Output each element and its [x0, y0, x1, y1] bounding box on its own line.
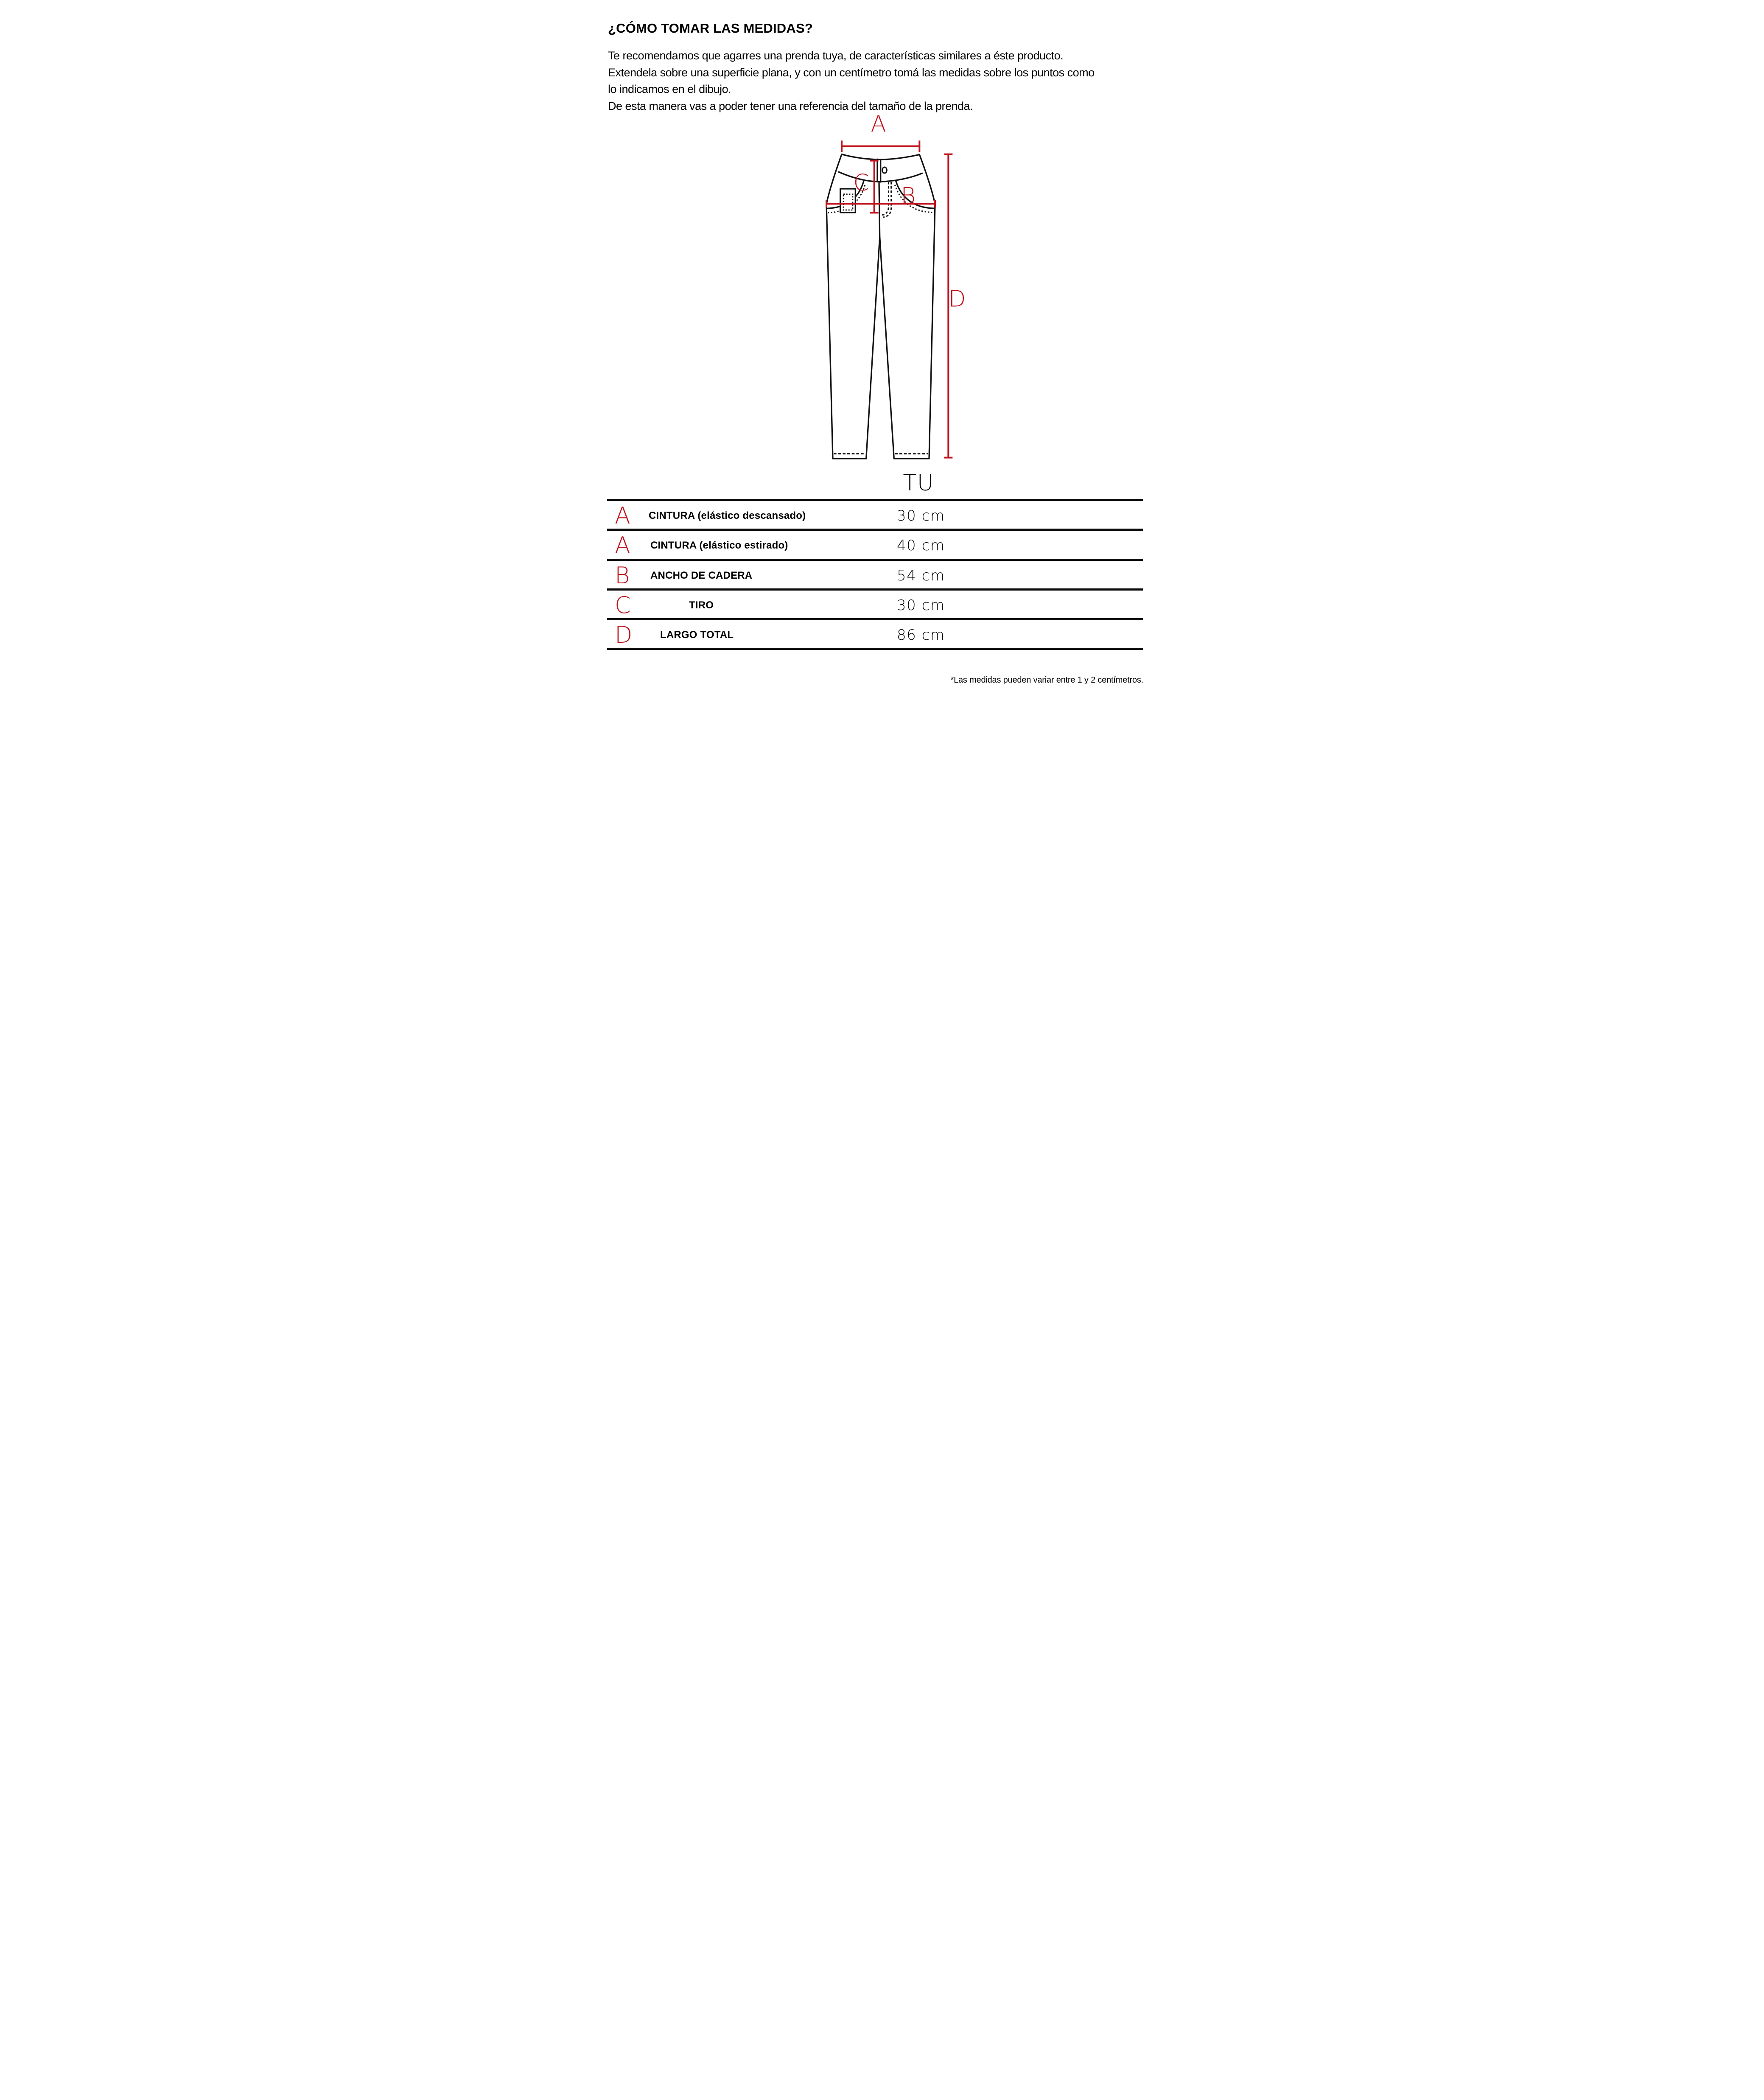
size-guide-page — [588, 0, 1176, 700]
row-letter: A — [615, 532, 630, 559]
row-letter: A — [615, 502, 630, 529]
measurement-disclaimer: *Las medidas pueden variar entre 1 y 2 centímetros. — [950, 675, 1143, 685]
coin-pocket-icon — [840, 189, 856, 213]
table-row — [607, 559, 1143, 588]
measure-label-c: C — [853, 169, 869, 196]
table-row — [607, 588, 1143, 618]
row-label: CINTURA (elástico descansado) — [649, 510, 806, 521]
measure-label-a: A — [871, 110, 886, 137]
row-label: TIRO — [689, 599, 714, 611]
measure-label-b: B — [901, 182, 916, 209]
row-letter: B — [615, 562, 630, 589]
row-value: 40 cm — [897, 537, 945, 554]
row-value: 86 cm — [897, 627, 945, 644]
table-row — [607, 499, 1143, 529]
table-row — [607, 529, 1143, 558]
row-letter: D — [615, 622, 633, 649]
row-value: 30 cm — [897, 507, 945, 524]
pants-measurement-diagram — [803, 109, 972, 465]
row-letter: C — [615, 591, 631, 619]
intro-line: Te recomendamos que agarres una prenda tuya, de características similares a éste producto. — [608, 49, 1064, 62]
button-icon — [882, 167, 887, 173]
intro-line: De esta manera vas a poder tener una referencia del tamaño de la prenda. — [608, 99, 973, 112]
row-label: LARGO TOTAL — [660, 629, 734, 641]
row-value: 54 cm — [897, 567, 945, 584]
measure-label-d: D — [948, 285, 966, 312]
intro-paragraph — [608, 48, 1095, 115]
table-row — [607, 618, 1143, 648]
measurements-table — [607, 499, 1143, 650]
intro-line: lo indicamos en el dibujo. — [608, 83, 731, 95]
page-title: ¿CÓMO TOMAR LAS MEDIDAS? — [608, 21, 813, 36]
row-value: 30 cm — [897, 596, 945, 614]
row-label: ANCHO DE CADERA — [650, 569, 753, 581]
intro-line: Extendela sobre una superficie plana, y con un centímetro tomá las medidas sobre los puntos como — [608, 66, 1095, 79]
row-label: CINTURA (elástico estirado) — [650, 540, 788, 552]
size-column-header: TU — [903, 470, 934, 496]
